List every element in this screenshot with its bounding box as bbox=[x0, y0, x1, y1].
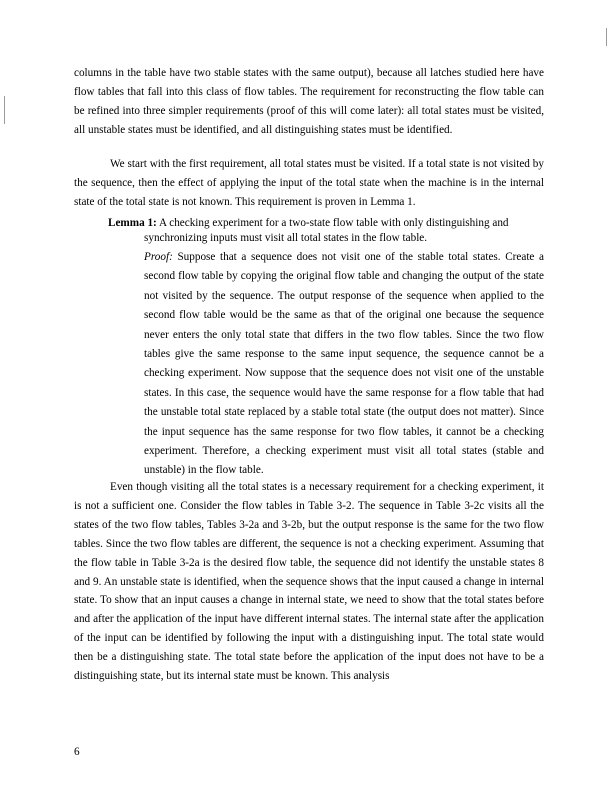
scan-mark-left bbox=[4, 96, 5, 124]
lemma-statement-continued: synchronizing inputs must visit all total states in the flow table. bbox=[144, 232, 428, 244]
paragraph-first-requirement: We start with the first requirement, all total states must be visited. If a total state is not visited by the sequence, then the effect of applying the input of the total state when the machine is in the internal state of the total state is not known. This requirement is proven in Lemma 1. bbox=[74, 158, 544, 208]
proof-text: Suppose that a sequence does not visit one of the stable total states. Create a second flow table by copying the original flow table and changing the output of the state not visited by the sequence. The output response of the sequence when applied to the second flow table would be the same as that of the original one because the sequence never enters the only total state that differs in the two flow tables. Since the two flow tables give the same response to the same input sequence, the sequence cannot be a checking experiment. Now suppose that the sequence does not visit one of the unstable states. In this case, the sequence would have the same response for a flow table that had the unstable total state replaced by a stable total state (the output does not matter). Since the input sequence has the same response for two flow tables, it cannot be a checking experiment. Therefore, a checking experiment must visit all total states (stable and unstable) in the flow table. bbox=[144, 251, 544, 477]
scan-mark-right bbox=[606, 28, 607, 46]
page-number: 6 bbox=[74, 746, 80, 758]
lemma-statement-line1: A checking experiment for a two-state flow table with only distinguishing and bbox=[158, 217, 509, 229]
lemma-proof bbox=[144, 248, 544, 481]
paragraph-sufficiency: Even though visiting all the total states is a necessary requirement for a checking experiment, it is not a sufficient one. Consider the flow tables in Table 3-2. The sequence in Table 3-2c visits all the states of the two flow tables, Tables 3-2a and 3-2b, but the output response is the same for the two flow tables. Since the two flow tables are different, the sequence is not a checking experiment. Assuming that the flow table in Table 3-2a is the desired flow table, the sequence did not identify the unstable states 8 and 9. An unstable state is identified, when the sequence shows that the input caused a change in internal state. To show that an input causes a change in internal state, we need to show that the total states before and after the application of the input have different internal states. The internal state after the application of the input can be identified by following the input with a distinguishing input. The total state would then be a distinguishing state. The total state before the application of the input does not have to be a distinguishing state, but its internal state must be known. This analysis bbox=[74, 481, 544, 683]
proof-label: Proof: bbox=[144, 251, 173, 263]
lemma-label: Lemma 1: bbox=[108, 217, 157, 229]
paragraph-intro: columns in the table have two stable states with the same output), because all latches studied here have flow tables that fall into this class of flow tables. The requirement for reconstructing the flow table can be refined into three simpler requirements (proof of this will come later): all total states must be visited, all unstable states must be identified, and all distinguishing states must be identified. bbox=[74, 67, 544, 136]
lemma-statement bbox=[108, 216, 544, 230]
